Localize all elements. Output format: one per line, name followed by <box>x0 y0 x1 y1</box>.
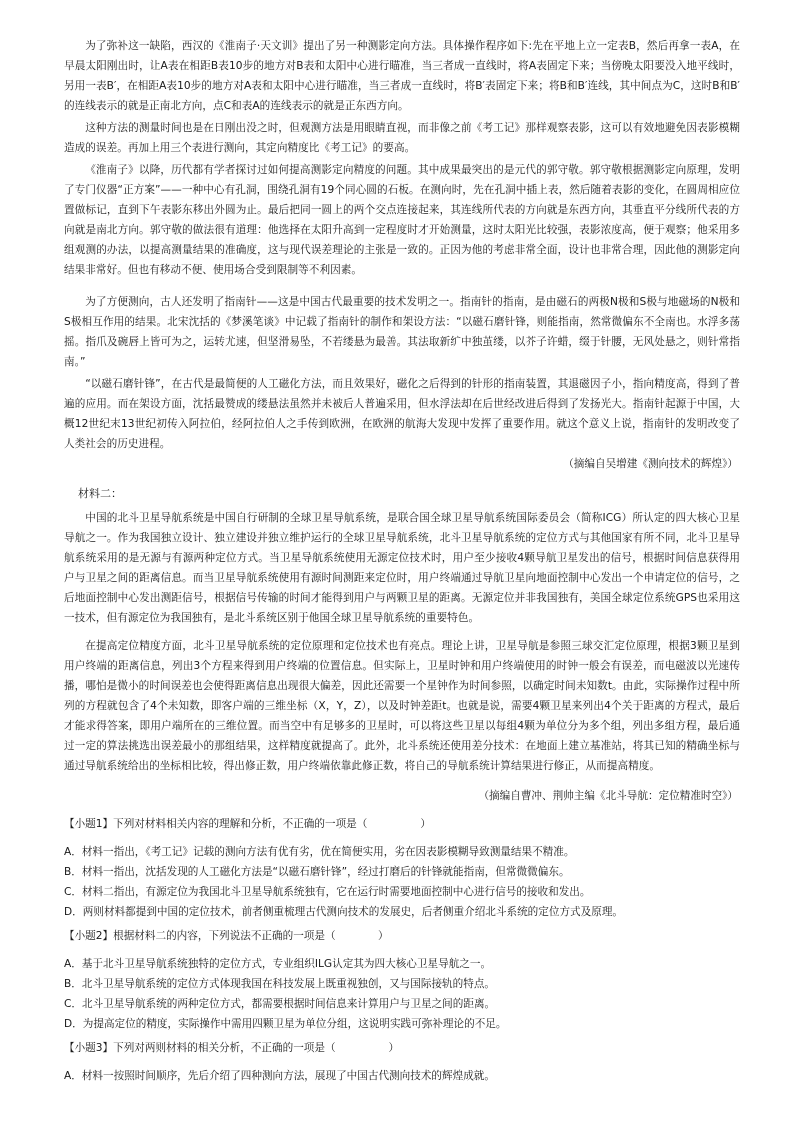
option-a[interactable]: A．基于北斗卫星导航系统独特的定位方式，专业组织ILG认定其为四大核心卫星导航之一。 <box>64 958 492 970</box>
question-stem: 【小题3】下列对两则材料的相关分析，不正确的一项是（ ） <box>64 1042 400 1054</box>
passage1-paragraph-3: 《淮南子》以降，历代都有学者探讨过如何提高测影定向精度的问题。其中成果最突出的是元代的郭守敬。郭守敬根据测影定向原理，发明了专门仪器“正方案”——一种中心有孔洞，围绕孔洞有19个同心圆的石板。在测向时，先在孔洞中插上表，然后随着表影的变化，在圆周相应位置做标记，直到下午表影东移出外圆为止。最后把同一圆上的两个交点连接起来，其连线所代表的方向就是东西方向，其垂直平分线所代表的方向就是南北方向。郭守敬的做法很有道理：他选择在太阳升高到一定程度时才开始测量，这时太阳光比较强，表影浓度高，便于观察；他采用多组观测的办法，以提高测量结果的准确度，这与现代误差理论的主张是一致的。正因为他的考虑非常全面，设计也非常合理，因此他的测影定向结果非常好。但也有移动不便、使用场合受到限制等不利因素。 <box>64 164 740 276</box>
passage1-paragraph-4: 为了方便测向，古人还发明了指南针——这是中国古代最重要的技术发明之一。指南针的指南，是由磁石的两极N极和S极与地磁场的N极和S极相互作用的结果。北宋沈括的《梦溪笔谈》中记载了指南针的制作和架设方法：“以磁石磨针锋，则能指南，然常微偏东不全南也。水浮多荡摇。指爪及碗唇上皆可为之，运转尤速，但坚滑易坠，不若缕悬为最善。其法取新纩中独茧缕，以芥子许蜡，缀于针腰，无风处悬之，则针常指南。” <box>64 296 740 368</box>
passage2-label: 材料二： <box>78 487 122 500</box>
option-d[interactable]: D．两则材料都提到中国的定位技术，前者侧重梳理古代测向技术的发展史，后者侧重介绍北斗系统的定位方式及原理。 <box>64 906 624 918</box>
passage2-source: （摘编自曹冲、荆帅主编《北斗导航：定位精准时空》） <box>478 790 738 802</box>
option-a[interactable]: A．材料一指出，《考工记》记载的测向方法有优有劣，优在简便实用，劣在因表影模糊导致测量结果不精准。 <box>64 846 575 858</box>
option-c[interactable]: C．材料二指出，有源定位为我国北斗卫星导航系统独有，它在运行时需要地面控制中心进行信号的接收和发出。 <box>64 886 591 898</box>
passage1-paragraph-2: 这种方法的测量时间也是在日刚出没之时，但观测方法是用眼睛直视，而非像之前《考工记》那样观察表影，这可以有效地避免因表影模糊造成的误差。再加上用三个表进行测向，其定向精度比《考工记》的要高。 <box>64 122 740 154</box>
option-b[interactable]: B．北斗卫星导航系统的定位方式体现我国在科技发展上既重视独创，又与国际接轨的特点。 <box>64 978 496 990</box>
passage2-paragraph-2: 在提高定位精度方面，北斗卫星导航系统的定位原理和定位技术也有亮点。理论上讲，卫星导航是参照三球交汇定位原理，根据3颗卫星到用户终端的距离信息，列出3个方程来得到用户终端的位置信息。但实际上，卫星时钟和用户终端使用的时钟一般会有误差，而电磁波以光速传播，哪怕是微小的时间误差也会使得距离信息出现很大偏差，因此还需要一个星钟作为时间参照，以确定时间未知数t。由此，实际操作过程中所列的方程就包含了4个未知数，即客户端的三维坐标（X，Y，Z），以及时钟差距t。也就是说，需要4颗卫星来列出4个关于距离的方程式，最后才能求得答案，即用户端所在的三维位置。而当空中有足够多的卫星时，可以将这些卫星以每组4颗为单位分为多个组，列出多组方程，最后通过一定的算法挑选出误差最小的那组结果，这样精度就提高了。此外，北斗系统还使用差分技术：在地面上建立基准站，将其已知的精确坐标与通过导航系统给出的坐标相比较，得出修正数，用户终端依靠此修正数，将自己的导航系统计算结果进行修正，从而提高精度。 <box>64 640 740 772</box>
option-d[interactable]: D．为提高定位的精度，实际操作中需用四颗卫星为单位分组，这说明实践可弥补理论的不足。 <box>64 1018 507 1030</box>
passage1-paragraph-5: “以磁石磨针锋”，在古代是最简便的人工磁化方法，而且效果好，磁化之后得到的针形的指南装置，其退磁因子小，指向精度高，得到了普遍的应用。而在架设方面，沈括最赞成的缕悬法虽然并未被后人普遍采用，但水浮法却在后世经改进后得到了发扬光大。指南针起源于中国，大概12世纪末13世纪初传入阿拉伯，经阿拉伯人之手传到欧洲，在欧洲的航海大发现中发挥了重要作用。就这个意义上说，指南针的发明改变了人类社会的历史进程。 <box>64 378 740 450</box>
passage1-paragraph-1: 为了弥补这一缺陷，西汉的《淮南子·天文训》提出了另一种测影定向方法。具体操作程序如下:先在平地上立一定表B，然后再拿一表A，在早晨太阳刚出时，让A表在相距B表10步的地方对B表和太阳中心进行瞄准，当三者成一直线时，将A表固定下来；当傍晚太阳要没入地平线时，另用一表B′，在相距A表10步的地方对A表和太阳中心进行瞄准，当三者成一直线时，将B′表固定下来；将B和B′连线，其中间点为C，这时B和B′的连线表示的就是正南北方向，点C和表A的连线表示的就是正东西方向。 <box>64 40 740 112</box>
option-a[interactable]: A．材料一按照时间顺序，先后介绍了四种测向方法，展现了中国古代测向技术的辉煌成就。 <box>64 1070 495 1082</box>
option-c[interactable]: C．北斗卫星导航系统的两种定位方式，都需要根据时间信息来计算用户与卫星之间的距离。 <box>64 998 496 1010</box>
passage1-source: （摘编自吴增建《测向技术的辉煌》） <box>563 458 738 470</box>
question-stem: 【小题2】根据材料二的内容，下列说法不正确的一项是（ ） <box>64 930 389 942</box>
question-stem: 【小题1】下列对材料相关内容的理解和分析，不正确的一项是（ ） <box>64 818 431 830</box>
passage2-paragraph-1: 中国的北斗卫星导航系统是中国自行研制的全球卫星导航系统，是联合国全球卫星导航系统国际委员会（简称ICG）所认定的四大核心卫星导航之一。作为我国独立设计、独立建设并独立维护运行的全球卫星导航系统，北斗卫星导航系统的定位方式与其他国家有所不同，北斗卫星导航系统采用的是无源与有源两种定位方式。当卫星导航系统使用无源定位技术时，用户至少接收4颗导航卫星发出的信号，根据时间信息获得用户与卫星之间的距离信息。而当卫星导航系统使用有源时间测距来定位时，用户终端通过导航卫星向地面控制中心发出一个申请定位的信号，之后地面控制中心发出测距信号，根据信号传输的时间才能得到用户与两颗卫星的距离。无源定位并非我国独有，美国全球定位系统GPS也采用这一技术，但有源定位为我国独有，是北斗系统区别于他国全球卫星导航系统的重要特色。 <box>64 512 740 624</box>
option-b[interactable]: B．材料一指出，沈括发现的人工磁化方法是“以磁石磨针锋”，经过打磨后的针锋就能指南，但常微微偏东。 <box>64 866 570 878</box>
